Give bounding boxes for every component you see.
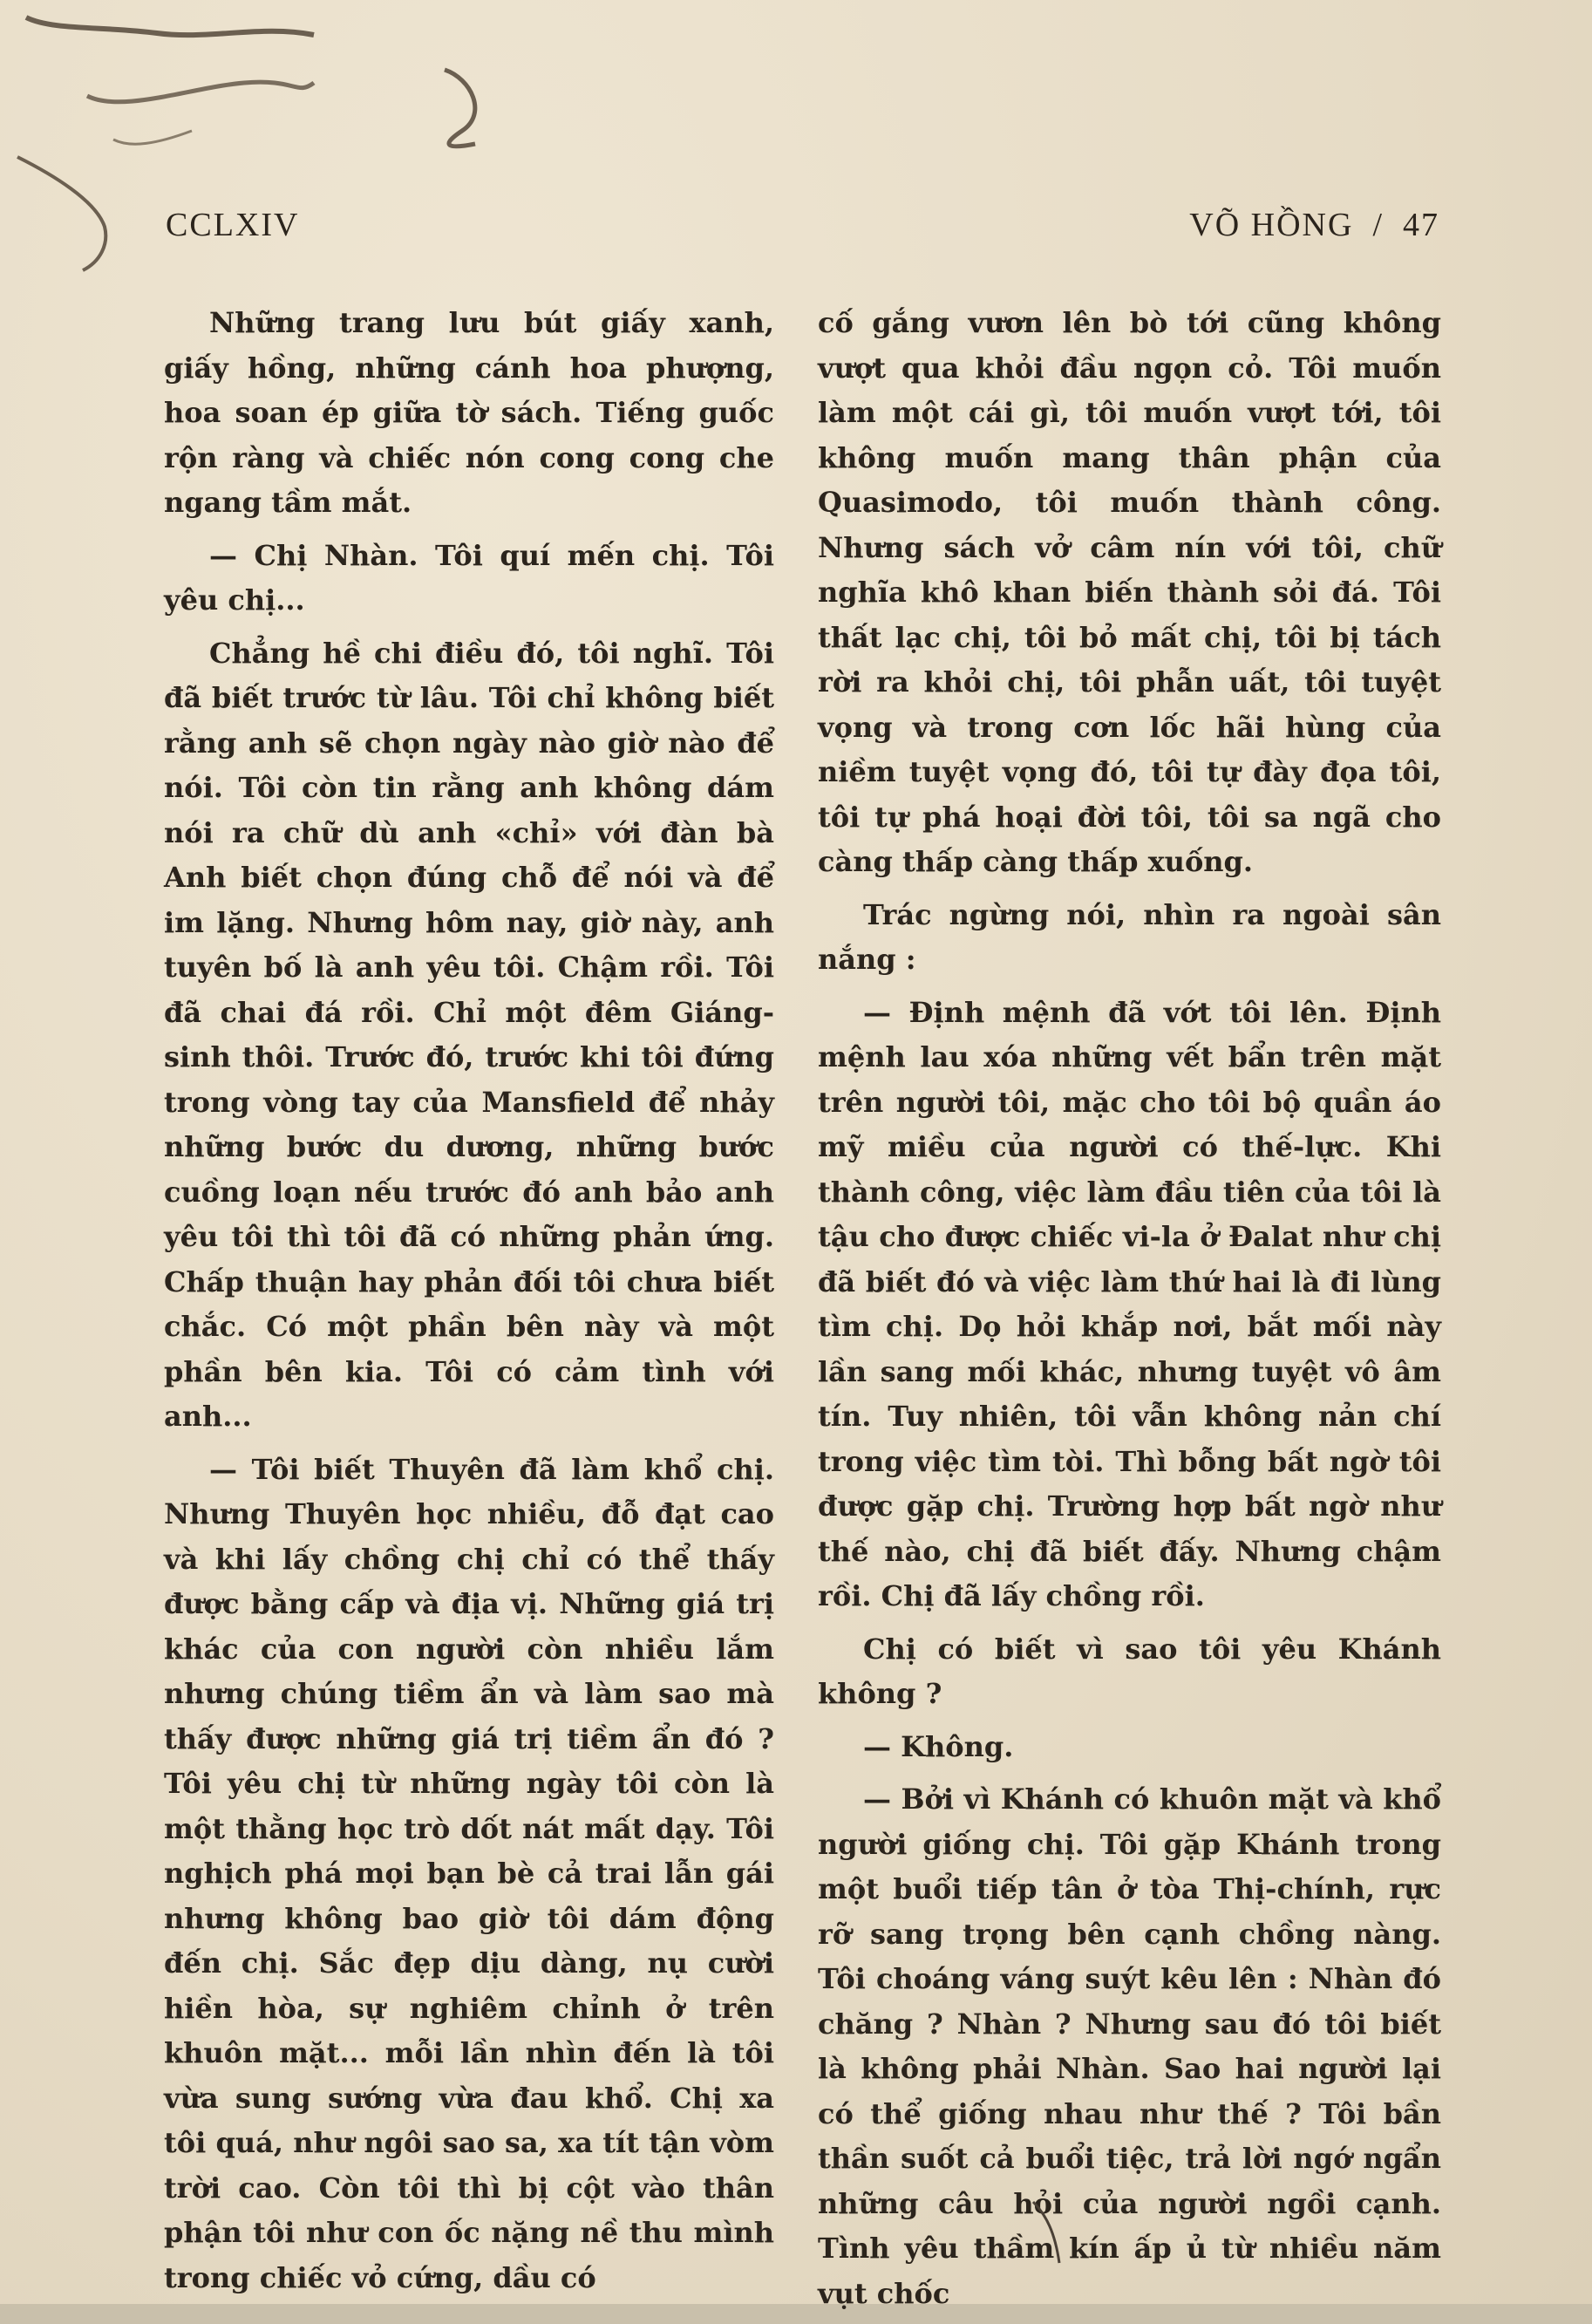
paragraph: — Định mệnh đã vớt tôi lên. Định mệnh lau xóa những vết bẩn trên mặt trên người tôi, mặc cho tôi bộ quần áo mỹ miều của người có thế-lực. Khi thành công, việc làm đầu tiên của tôi là tậu cho được chiếc vi-la ở Đalat như chị đã biết đó và việc làm thứ hai là đi lùng tìm chị. Dọ hỏi khắp nơi, bắt mối này lần sang mối khác, nhưng tuyệt vô âm tín. Tuy nhiên, tôi vẫn không nản chí trong việc tìm tòi. Thì bỗng bất ngờ tôi được gặp chị. Trường hợp bất ngờ như thế nào, chị đã biết đấy. Nhưng chậm rồi. Chị đã lấy chồng rồi. xyxy=(818,995,1441,1612)
chapter-number: CCLXIV xyxy=(166,207,300,243)
author-name: VÕ HỒNG xyxy=(1189,207,1354,243)
page-number: 47 xyxy=(1403,207,1439,243)
right-text-column xyxy=(818,301,1441,2324)
left-text-column xyxy=(164,301,774,2308)
paragraph: — Bởi vì Khánh có khuôn mặt và khổ người giống chị. Tôi gặp Khánh trong một buổi tiếp tân ở tòa Thị-chính, rực rỡ sang trọng bên cạnh chồng nàng. Tôi choáng váng suýt kêu lên : Nhàn đó chăng ? Nhàn ? Nhưng sau đó tôi biết là không phải Nhàn. Sao hai người lại có thể giống nhau như thế ? Tôi bần thần suốt cả buổi tiệc, trả lời ngớ ngẩn những câu hỏi của người ngồi cạnh. Tình yêu thầm kín ấp ủ từ nhiều năm vụt chốc xyxy=(818,1782,1441,2310)
running-head-right xyxy=(1189,206,1439,244)
ink-mark xyxy=(1029,2198,1081,2267)
header-separator: / xyxy=(1372,207,1384,243)
paragraph: Chẳng hề chi điều đó, tôi nghĩ. Tôi đã biết trước từ lâu. Tôi chỉ không biết rằng anh sẽ chọn ngày nào giờ nào để nói. Tôi còn tin rằng anh không dám nói ra chữ dù anh «chỉ» với đàn bà Anh biết chọn đúng chỗ để nói và để im lặng. Nhưng hôm nay, giờ này, anh tuyên bố là anh yêu tôi. Chậm rồi. Tôi đã chai đá rồi. Chỉ một đêm Giáng-sinh thôi. Trước đó, trước khi tôi đứng trong vòng tay của Mansfield để nhảy những bước du dương, những bước cuồng loạn nếu trước đó anh bảo anh yêu tôi thì tôi đã có những phản ứng. Chấp thuận hay phản đối tôi chưa biết chắc. Có một phần bên này và một phần bên kia. Tôi có cảm tình với anh... xyxy=(164,636,774,1433)
paragraph: Chị có biết vì sao tôi yêu Khánh không ? xyxy=(818,1632,1441,1710)
running-header xyxy=(166,206,1439,249)
paragraph: cố gắng vươn lên bò tới cũng không vượt qua khỏi đầu ngọn cỏ. Tôi muốn làm một cái gì, tôi muốn vượt tới, tôi không muốn mang thân phận của Quasimodo, tôi muốn thành công. Nhưng sách vở câm nín với tôi, chữ nghĩa khô khan biến thành sỏi đá. Tôi thất lạc chị, tôi bỏ mất chị, tôi bị tách rời ra khỏi chị, tôi phẫn uất, tôi tuyệt vọng và trong cơn lốc hãi hùng của niềm tuyệt vọng đó, tôi tự đày đọa tôi, tôi tự phá hoại đời tôi, tôi sa ngã cho càng thấp càng thấp xuống. xyxy=(818,306,1441,878)
paragraph: — Không. xyxy=(863,1729,1014,1763)
paragraph: — Chị Nhàn. Tôi quí mến chị. Tôi yêu chị... xyxy=(164,538,774,617)
paragraph: Trác ngừng nói, nhìn ra ngoài sân nắng : xyxy=(818,897,1441,976)
paragraph: — Tôi biết Thuyên đã làm khổ chị. Nhưng Thuyên học nhiều, đỗ đạt cao và khi lấy chồng chị chỉ có thể thấy được bằng cấp và địa vị. Những giá trị khác của con người còn nhiều lắm nhưng chúng tiềm ẩn và làm sao mà thấy được những giá trị tiềm ẩn đó ? Tôi yêu chị từ những ngày tôi còn là một thằng học trò dốt nát mất dạy. Tôi nghịch phá mọi bạn bè cả trai lẫn gái nhưng không bao giờ tôi dám động đến chị. Sắc đẹp dịu dàng, nụ cười hiền hòa, sự nghiêm chỉnh ở trên khuôn mặt... mỗi lần nhìn đến là tôi vừa sung sướng vừa đau khổ. Chị xa tôi quá, như ngôi sao sa, xa tít tận vòm trời cao. Còn tôi thì bị cột vào thân phận tôi như con ốc nặng nề thu mình trong chiếc vỏ cứng, dầu có xyxy=(164,1452,774,2294)
paragraph: Những trang lưu bút giấy xanh, giấy hồng, những cánh hoa phượng, hoa soan ép giữa tờ sách. Tiếng guốc rộn ràng và chiếc nón cong cong che ngang tầm mắt. xyxy=(164,306,774,519)
